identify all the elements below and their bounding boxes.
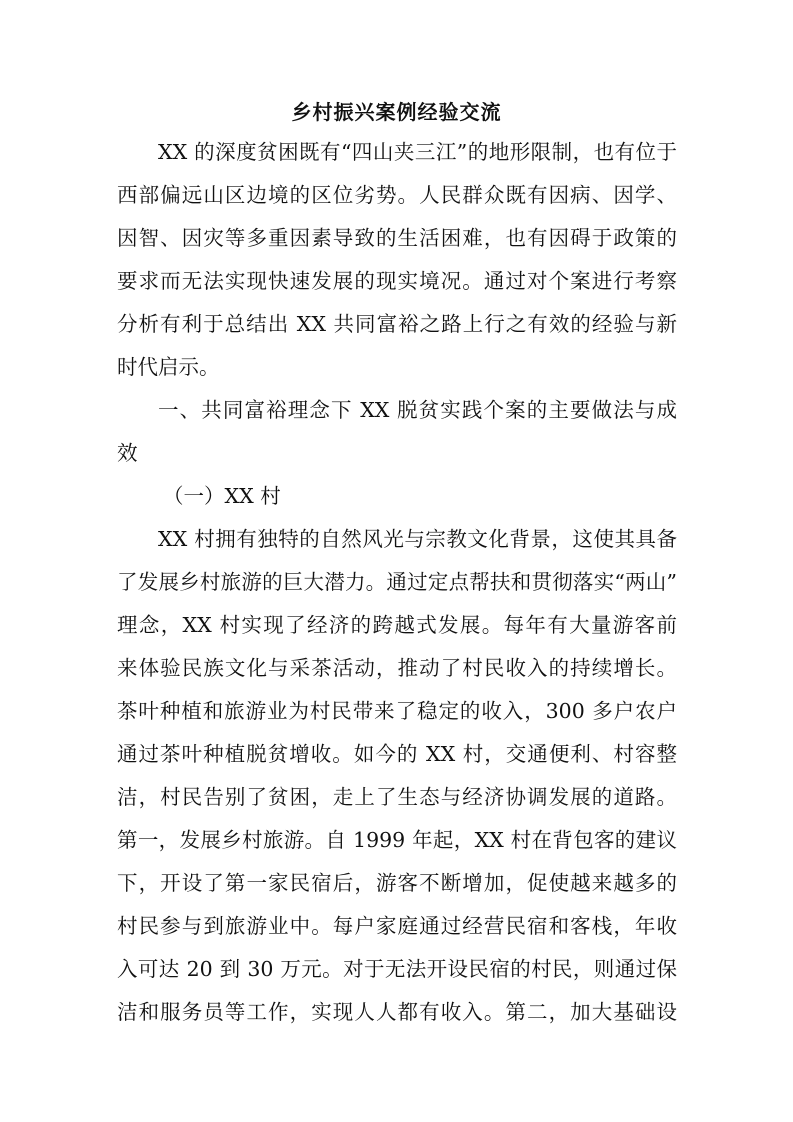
document-title: 乡村振兴案例经验交流 [291,100,502,124]
paragraph-line: 时代启示。 [117,355,220,379]
paragraph-line: 要求而无法实现快速发展的现实境况。通过对个案进行考察 [117,269,677,293]
paragraph-line: 分析有利于总结出 XX 共同富裕之路上行之有效的经验与新 [117,312,677,336]
paragraph-line: 洁和服务员等工作，实现人人都有收入。第二，加大基础设 [117,1000,677,1024]
paragraph-line: 了发展乡村旅游的巨大潜力。通过定点帮扶和贯彻落实“两山” [117,570,677,594]
subsection-heading: （一）XX 村 [163,484,281,508]
paragraph-line: 通过茶叶种植脱贫增收。如今的 XX 村，交通便利、村容整 [117,742,677,766]
paragraph-line: 理念，XX 村实现了经济的跨越式发展。每年有大量游客前 [117,613,677,637]
paragraph-line: 西部偏远山区边境的区位劣势。人民群众既有因病、因学、 [117,183,677,207]
paragraph-line: 来体验民族文化与采茶活动，推动了村民收入的持续增长。 [117,656,677,680]
paragraph-line: 下，开设了第一家民宿后，游客不断增加，促使越来越多的 [117,871,677,895]
paragraph-line: 村民参与到旅游业中。每户家庭通过经营民宿和客栈，年收 [117,914,677,938]
paragraph-line: 第一，发展乡村旅游。自 1999 年起，XX 村在背包客的建议 [117,828,677,852]
paragraph-line: XX 的深度贫困既有“四山夹三江”的地形限制，也有位于 [158,140,677,164]
paragraph-line: 因智、因灾等多重因素导致的生活困难，也有因碍于政策的 [117,226,677,250]
paragraph-line: 入可达 20 到 30 万元。对于无法开设民宿的村民，则通过保 [117,957,677,981]
paragraph-line: XX 村拥有独特的自然风光与宗教文化背景，这使其具备 [158,527,677,551]
section-heading: 效 [117,441,138,465]
section-heading: 一、共同富裕理念下 XX 脱贫实践个案的主要做法与成 [158,398,677,422]
paragraph-line: 洁，村民告别了贫困，走上了生态与经济协调发展的道路。 [117,785,677,809]
paragraph-line: 茶叶种植和旅游业为村民带来了稳定的收入，300 多户农户 [117,699,677,723]
